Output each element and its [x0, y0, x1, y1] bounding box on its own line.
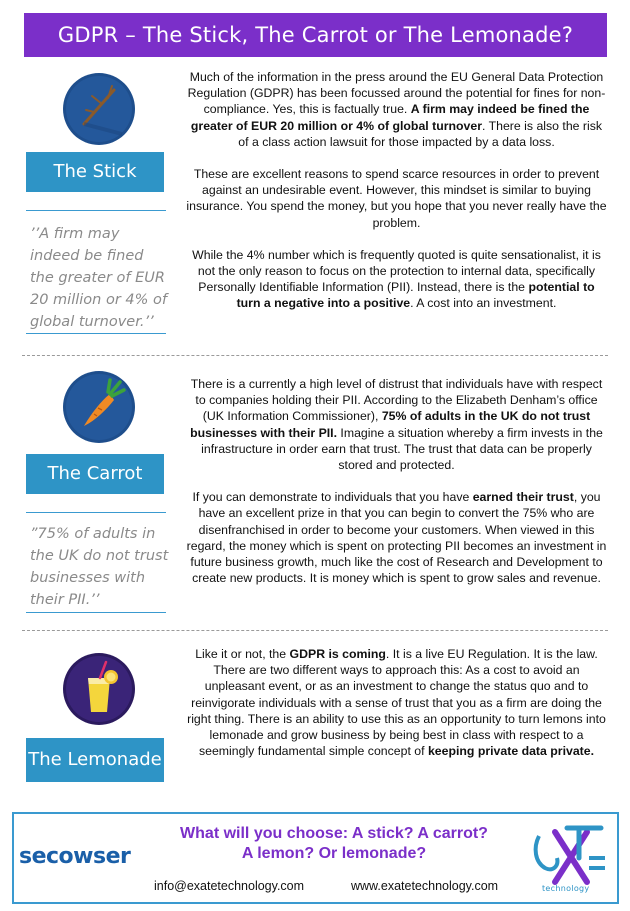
divider: [26, 210, 166, 211]
paragraph: [185, 69, 608, 150]
footer-question: What will you choose: A stick? A carrot? A lemon? Or lemonade?: [180, 825, 488, 862]
stick-text: [185, 69, 608, 328]
bold-text: potential to turn a negative into a positive: [236, 280, 595, 311]
bold-text: 75% of adults in the UK do not trust businesses with their PII.: [190, 409, 591, 440]
carrot-icon: [62, 370, 136, 444]
section-separator: [22, 355, 608, 356]
section-separator: [22, 630, 608, 631]
divider: [26, 333, 166, 334]
exate-logo-subtitle: technology: [542, 884, 590, 893]
paragraph: [185, 376, 608, 473]
footer-website[interactable]: www.exatetechnology.com: [351, 879, 499, 893]
text-run: There is a currently a high level of distrust that individuals have with respect to companies holding their PII. According to the Elizabeth Denham’s office (UK Information Commissioner),: [190, 377, 603, 424]
stick-icon: [62, 72, 136, 146]
bold-text: earned their trust: [472, 490, 574, 505]
footer: [12, 812, 619, 904]
footer-email[interactable]: info@exatetechnology.com: [154, 879, 305, 893]
secowser-logo-text: secowser: [19, 844, 131, 869]
bold-text: keeping private data private.: [427, 744, 595, 759]
carrot-quote: ”75% of adults in the UK do not trust businesses with their PII.’’: [30, 526, 169, 608]
stick-quote: ’’A firm may indeed be fined the greater of EUR 20 million or 4% of global turnover.’’: [30, 226, 167, 330]
divider: [26, 612, 166, 613]
text-run: , you have an excellent prize in that you can begin to convert the 75% who are disenfranchised in order to become your customers. When viewed in this regard, the money which is spent on protecting PII becomes an investment in future business growth, much like the cost of Research and Development to create new products. It is money which is spent to grow sales and revenue.: [186, 490, 607, 586]
page-title: GDPR – The Stick, The Carrot or The Lemonade?: [24, 13, 607, 57]
text-run: These are excellent reasons to spend scarce resources in order to prevent against an undesirable event. However, this mindset is similar to buying insurance. You spend the money, but you hope that you never really have the problem.: [186, 167, 607, 230]
paragraph: [185, 646, 608, 759]
text-run: . It is a live EU Regulation. It is the law. There are two different ways to approach this: As a cost to avoid an unpleasant event, or as an investment to change the status quo and to reinvigorate individuals with a sense of trust that you as a firm are doing the right thing. There is an ability to use this as an opportunity to turn lemons into lemonade and grow business by being best in class with respect to a seemingly fundamental simple concept of: [187, 647, 606, 759]
lemonade-text: [185, 646, 608, 775]
text-run: Much of the information in the press around the EU General Data Protection Regulation (GDPR) has been focussed around the potential for fines for non-compliance. Yes, this is factually true.: [187, 70, 606, 117]
secowser-logo: [19, 844, 130, 869]
paragraph: [185, 489, 608, 586]
paragraph: [185, 247, 608, 312]
text-run: Imagine a situation whereby a firm invests in the infrastructure in order earn that trust. The trust that data can be properly stored and protected.: [201, 425, 603, 473]
bold-text: A firm may indeed be fined the greater of EUR 20 million or 4% of global turnover: [190, 102, 590, 133]
divider: [26, 512, 166, 513]
carrot-text: [185, 376, 608, 602]
lemonade-icon: [62, 652, 136, 726]
text-run: If you can demonstrate to individuals that you have: [192, 490, 473, 505]
text-run: . There is also the risk of a class action lawsuit for those impacted by a data loss.: [238, 118, 603, 149]
lemonade-label: The Lemonade: [26, 738, 164, 782]
paragraph: [185, 166, 608, 231]
stick-label: The Stick: [26, 152, 164, 192]
text-run: Like it or not, the: [195, 647, 290, 661]
bold-text: GDPR is coming: [289, 647, 386, 661]
carrot-label: The Carrot: [26, 454, 164, 494]
text-run: . A cost into an investment.: [410, 296, 557, 311]
text-run: While the 4% number which is frequently quoted is quite sensationalist, it is not the only reason to focus on the protection to internal data, specifically Personally Identifiable Information (PII). Instead, there is the: [192, 247, 601, 295]
